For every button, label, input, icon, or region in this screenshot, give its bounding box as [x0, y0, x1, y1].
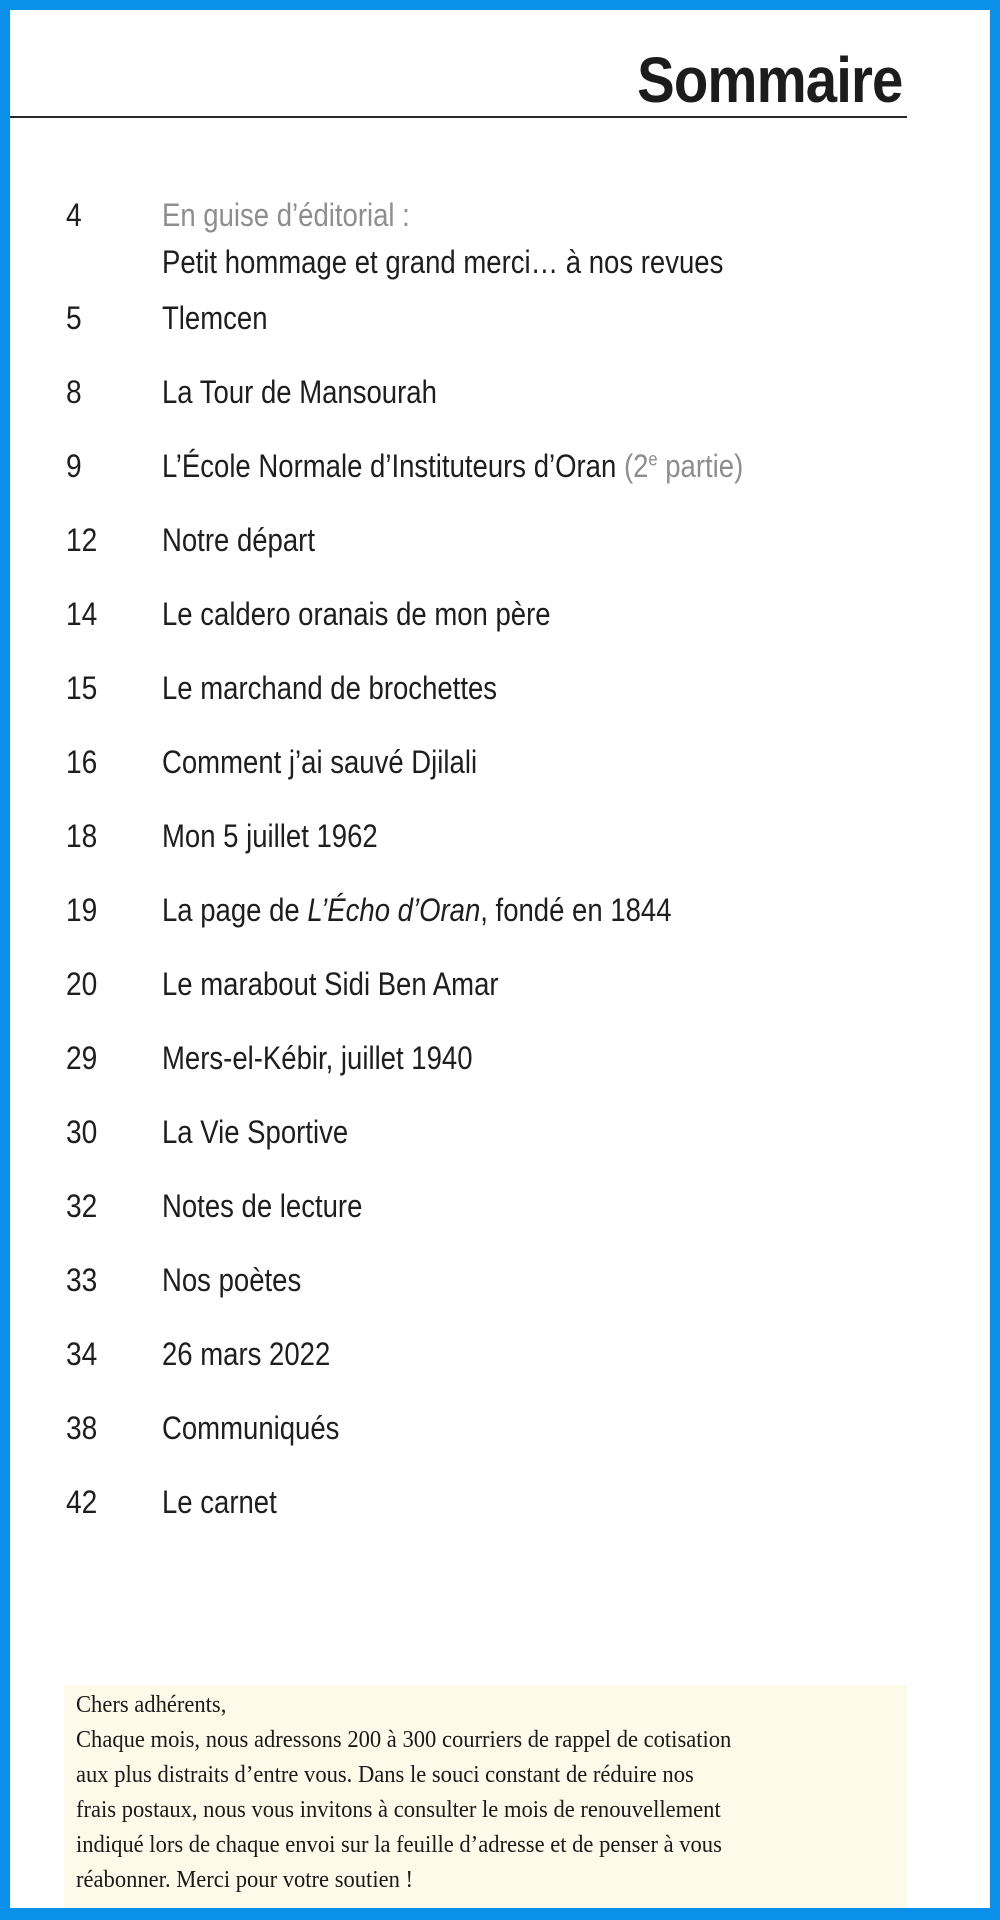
toc-entry[interactable]	[10, 446, 990, 486]
toc-entry[interactable]	[10, 1408, 990, 1448]
toc-page-number: 8	[66, 374, 82, 410]
toc-page-number: 42	[66, 1484, 98, 1520]
toc-entry-title: Tlemcen	[162, 300, 268, 336]
toc-entry-title: La Vie Sportive	[162, 1114, 349, 1150]
toc-page-number: 14	[66, 596, 98, 632]
toc-entry-title-prefix: La page de	[162, 892, 308, 928]
part-note-open: (2	[623, 448, 649, 484]
toc-page-number: 19	[66, 892, 98, 928]
notice-line: réabonner. Merci pour votre soutien !	[76, 1867, 414, 1893]
toc-page-number: 9	[66, 448, 82, 484]
toc-entry-continuation[interactable]	[10, 242, 990, 282]
toc-entry-title: Le carnet	[162, 1484, 277, 1520]
toc-page-number: 12	[66, 522, 98, 558]
toc-entry-title	[162, 446, 743, 486]
toc-entry-title: Mers-el-Kébir, juillet 1940	[162, 1040, 473, 1076]
toc-entry-title: Nos poètes	[162, 1262, 302, 1298]
toc-entry-title: Comment j’ai sauvé Djilali	[162, 744, 478, 780]
toc-page-number: 34	[66, 1336, 98, 1372]
toc-entry-title	[162, 890, 672, 930]
notice-line: frais postaux, nous vous invitons à consulter le mois de renouvellement	[76, 1797, 721, 1823]
toc-entry[interactable]	[10, 668, 990, 708]
toc-entry[interactable]	[10, 372, 990, 412]
toc-entry[interactable]	[10, 1260, 990, 1300]
toc-entry-title: Petit hommage et grand merci… à nos revues	[162, 244, 724, 280]
toc-page-number: 38	[66, 1410, 98, 1446]
notice-line: Chaque mois, nous adressons 200 à 300 courriers de rappel de cotisation	[76, 1727, 732, 1753]
toc-entry[interactable]	[10, 520, 990, 560]
toc-page-number: 5	[66, 300, 82, 336]
toc-entry[interactable]	[10, 594, 990, 634]
toc-entry[interactable]	[10, 298, 990, 338]
toc-entry-title: 26 mars 2022	[162, 1336, 331, 1372]
part-note-ordinal: e	[648, 449, 658, 471]
toc-entry[interactable]	[10, 816, 990, 856]
toc-page-number: 4	[66, 197, 82, 233]
toc-page-number: 20	[66, 966, 98, 1002]
toc-page-number: 16	[66, 744, 98, 780]
toc-entry-title: La Tour de Mansourah	[162, 374, 437, 410]
page-title: Sommaire	[636, 44, 902, 116]
notice-line: aux plus distraits d’entre vous. Dans le souci constant de réduire nos	[76, 1762, 694, 1788]
toc-entry-title: Communiqués	[162, 1410, 340, 1446]
newspaper-title: L’Écho d’Oran	[307, 892, 481, 928]
toc-entry[interactable]	[10, 195, 990, 235]
toc-page-number: 32	[66, 1188, 98, 1224]
part-note-close: partie)	[657, 448, 744, 484]
title-divider	[10, 116, 907, 118]
toc-entry[interactable]	[10, 1482, 990, 1522]
toc-entry-title-main: L’École Normale d’Instituteurs d’Oran	[162, 448, 617, 484]
toc-entry-kicker: En guise d’éditorial :	[162, 197, 410, 233]
toc-page-number: 29	[66, 1040, 98, 1076]
toc-entry-title-suffix: , fondé en 1844	[480, 892, 672, 928]
membership-notice-box	[64, 1685, 907, 1908]
document-page	[10, 10, 990, 1908]
notice-line: indiqué lors de chaque envoi sur la feuille d’adresse et de penser à vous	[76, 1832, 722, 1858]
toc-entry[interactable]	[10, 742, 990, 782]
toc-entry-title: Le caldero oranais de mon père	[162, 596, 551, 632]
toc-entry[interactable]	[10, 1186, 990, 1226]
toc-entry[interactable]	[10, 1334, 990, 1374]
toc-entry-part-note	[624, 448, 743, 484]
toc-page-number: 30	[66, 1114, 98, 1150]
toc-page-number: 15	[66, 670, 98, 706]
toc-entry[interactable]	[10, 1038, 990, 1078]
toc-entry-title: Mon 5 juillet 1962	[162, 818, 378, 854]
toc-entry-title: Le marchand de brochettes	[162, 670, 498, 706]
toc-entry[interactable]	[10, 964, 990, 1004]
toc-page-number: 33	[66, 1262, 98, 1298]
toc-entry-title: Le marabout Sidi Ben Amar	[162, 966, 499, 1002]
toc-entry-title: Notre départ	[162, 522, 315, 558]
toc-page-number: 18	[66, 818, 98, 854]
toc-entry[interactable]	[10, 1112, 990, 1152]
notice-greeting: Chers adhérents,	[76, 1692, 227, 1718]
toc-entry[interactable]	[10, 890, 990, 930]
toc-entry-title: Notes de lecture	[162, 1188, 363, 1224]
